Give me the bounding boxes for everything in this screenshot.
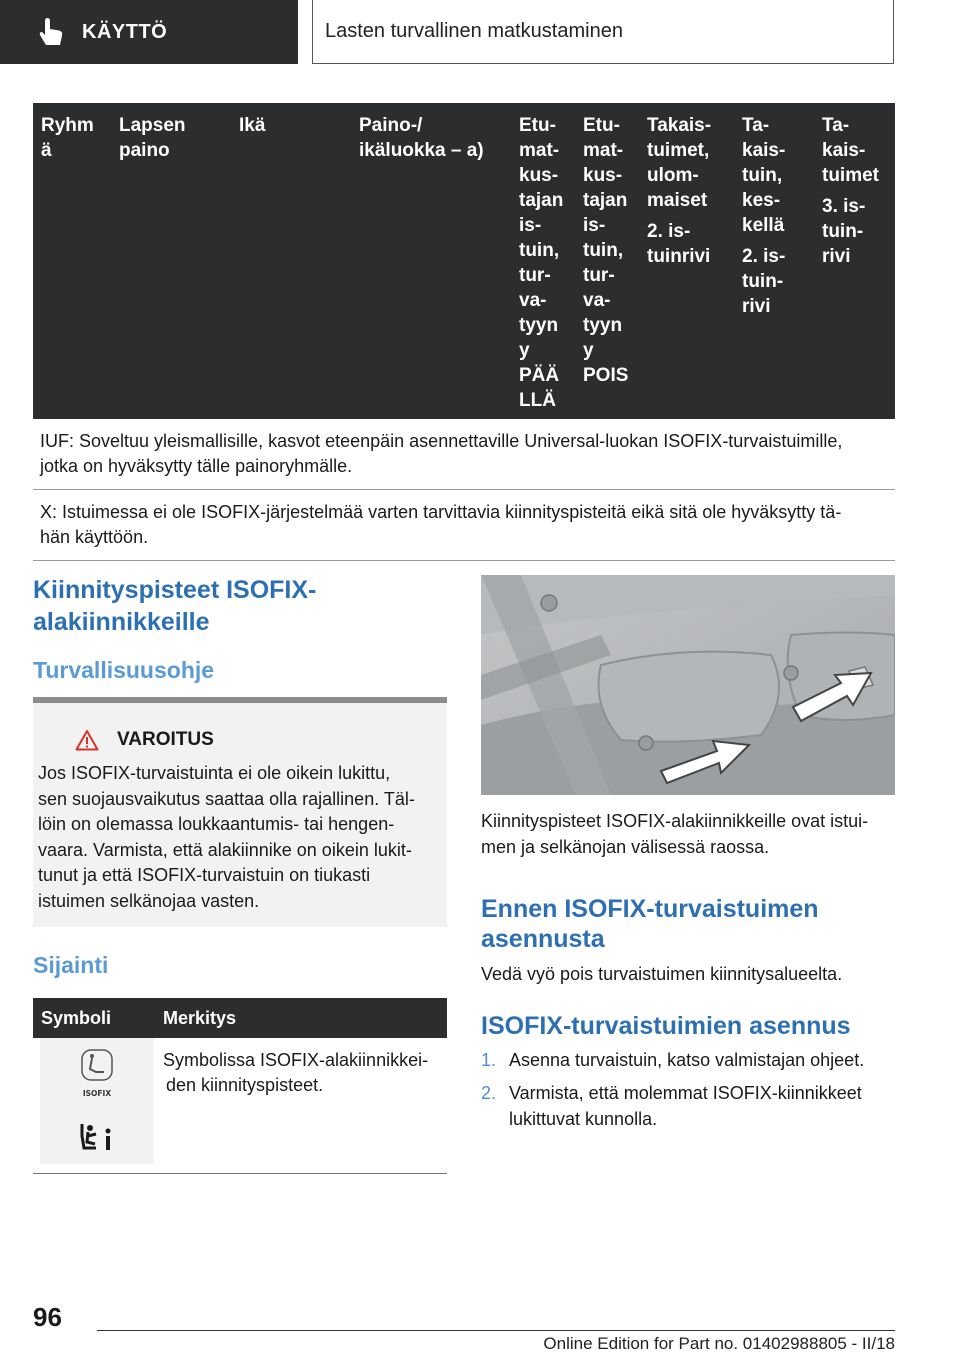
- col-front-airbag-off: Etu- mat- kus- tajan is- tuin, tur- va- tyyn y POIS: [583, 115, 629, 386]
- symbol-cell: [40, 1038, 154, 1164]
- table-row: [33, 1038, 447, 1174]
- chapter-header: [312, 0, 894, 64]
- install-steps: [481, 1047, 864, 1139]
- before-install-text: Vedä vyö pois turvaistuimen kiinnitysalueelta.: [481, 964, 843, 984]
- symbol-meaning: Symbolissa ISOFIX-alakiinnikkei- den kiinnityspisteet.: [163, 1050, 429, 1095]
- section-heading: Kiinnityspisteet ISOFIX- alakiinnikkeille: [33, 576, 317, 636]
- before-install-heading: Ennen ISOFIX-turvaistuimen asennusta: [481, 895, 819, 953]
- warning-triangle-icon: [75, 729, 99, 751]
- col-weight-class: Paino-/ ikäluokka – a): [359, 115, 484, 161]
- svg-text:ISOFIX: ISOFIX: [82, 1089, 112, 1098]
- isofix-anchor-photo: [481, 575, 895, 795]
- note-iuf: IUF: Soveltuu yleismallisille, kasvot eteenpäin asennettaville Universal-luokan ISOFIX-turvaistuimille, jotka on hyväksytty tälle painoryhmälle.: [33, 419, 895, 490]
- list-item: 2. Varmista, että molemmat ISOFIX-kiinnikkeet lukittuvat kunnolla.: [481, 1083, 862, 1129]
- warning-text: Jos ISOFIX-turvaistuinta ei ole oikein lukittu, sen suojausvaikutus saattaa olla rajallinen. Täl- löin on olemassa loukkaantumis- tai hengen- vaara. Varmista, että alakiinnike on oikein lukit- tunut ja että ISOFIX-turvaistuin on tiukasti istuimen selkänojaa vasten.: [38, 763, 415, 911]
- edition-note: Online Edition for Part no. 01402988805 - II/18: [543, 1334, 895, 1353]
- group-table-header: [33, 103, 895, 419]
- section-title: KÄYTTÖ: [82, 20, 168, 43]
- col-rear-center: Ta- kais- tuin, kes- kellä 2. is- tuin- rivi: [742, 115, 786, 317]
- col-meaning: Merkitys: [163, 1008, 237, 1028]
- list-item: 1. Asenna turvaistuin, katso valmistajan ohjeet.: [481, 1050, 865, 1070]
- col-age: Ikä: [239, 115, 266, 136]
- warning-title: VAROITUS: [75, 729, 214, 751]
- table-notes: [33, 419, 895, 561]
- col-symbol: Symboli: [41, 1008, 112, 1028]
- footer-divider: [97, 1330, 895, 1331]
- section-header: [0, 0, 298, 64]
- warning-box: [33, 697, 447, 927]
- col-child-weight: Lapsen paino: [119, 115, 186, 161]
- install-heading: ISOFIX-turvaistuimien asennus: [481, 1012, 851, 1040]
- safety-heading: Turvallisuusohje: [33, 657, 215, 683]
- symbol-table: [33, 998, 447, 1174]
- col-rear-outer: Takais- tuimet, ulom- maiset 2. is- tuinrivi: [647, 115, 712, 267]
- symbol-table-header: [33, 998, 447, 1038]
- hand-pointer-icon: [34, 15, 68, 49]
- col-front-airbag-on: Etu- mat- kus- tajan is- tuin, tur- va- tyyn y PÄÄ LLÄ: [519, 115, 564, 411]
- photo-caption: Kiinnityspisteet ISOFIX-alakiinnikkeille ovat istui- men ja selkänojan välisessä raossa.: [481, 811, 869, 857]
- chapter-title: Lasten turvallinen matkustaminen: [325, 20, 623, 42]
- location-heading: Sijainti: [33, 952, 109, 978]
- isofix-seat-icon: [80, 1122, 114, 1154]
- note-x: X: Istuimessa ei ole ISOFIX-järjestelmää varten tarvittavia kiinnityspisteitä eikä sitä ole hyväksytty tä- hän käyttöön.: [33, 490, 895, 561]
- col-third-row: Ta- kais- tuimet 3. is- tuin- rivi: [822, 115, 879, 267]
- page-number: 96: [33, 1302, 62, 1332]
- col-group: Ryhm ä: [41, 115, 94, 161]
